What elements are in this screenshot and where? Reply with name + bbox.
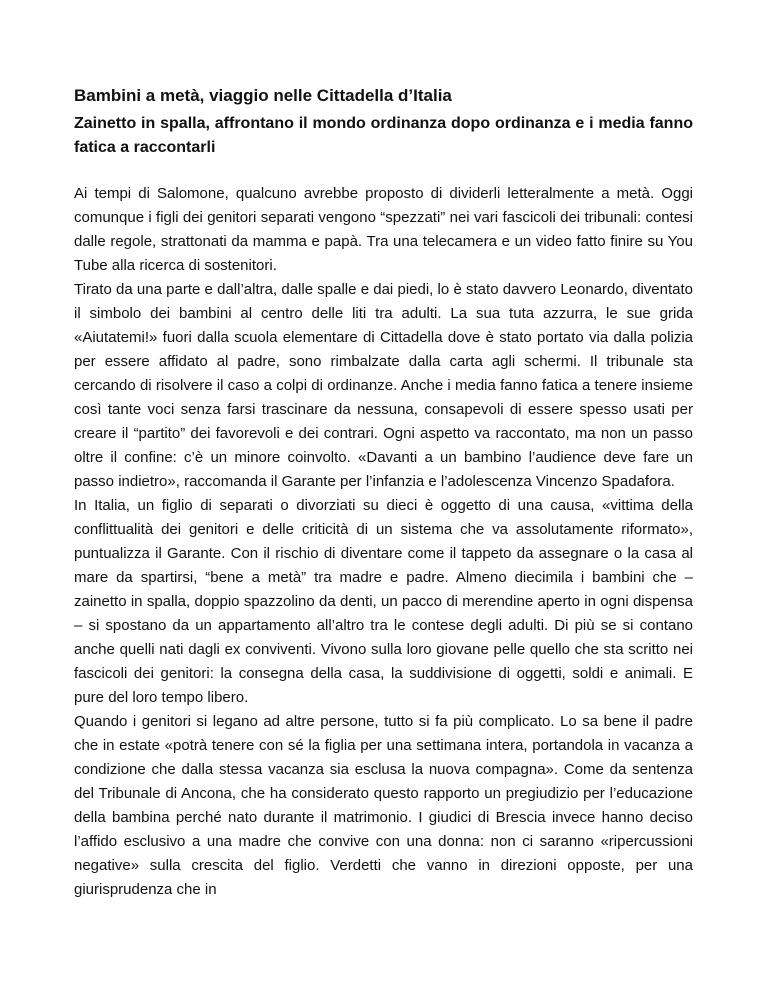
paragraph-4: Quando i genitori si legano ad altre persone, tutto si fa più complicato. Lo sa bene il padre che in estate «potrà tenere con sé la figlia per una settimana intera, portandola in vacanza a condizione che dalla stessa vacanza sia esclusa la nuova compagna». Come da sentenza del Tribunale di Ancona, che ha considerato questo rapporto un pregiudizio per l’educazione della bambina perché nato durante il matrimonio. I giudici di Brescia invece hanno deciso l’affido esclusivo a una madre che convive con una donna: non ci saranno «ripercussioni negative» sulla crescita del figlio. Verdetti che vanno in direzioni opposte, per una giurisprudenza che in	[74, 713, 693, 898]
article-title: Bambini a metà, viaggio nelle Cittadella d’Italia	[74, 86, 452, 105]
article-subtitle: Zainetto in spalla, affrontano il mondo ordinanza dopo ordinanza e i media fanno fatica a raccontarli	[74, 115, 693, 156]
paragraph-1: Ai tempi di Salomone, qualcuno avrebbe proposto di dividerli letteralmente a metà. Oggi comunque i figli dei genitori separati vengono “spezzati” nei vari fascicoli dei tribunali: contesi dalle regole, strattonati da mamma e papà. Tra una telecamera e un video fatto finire su You Tube alla ricerca di sostenitori.	[74, 185, 693, 274]
paragraph-3: In Italia, un figlio di separati o divorziati su dieci è oggetto di una causa, «vittima della conflittualità dei genitori e delle criticità di un sistema che va assolutamente riformato», puntualizza il Garante. Con il rischio di diventare come il tappeto da assegnare o la casa al mare da spartirsi, “bene a metà” tra madre e padre. Almeno diecimila i bambini che – zainetto in spalla, doppio spazzolino da denti, un pacco di merendine aperto in ogni dispensa – si spostano da un appartamento all’altro tra le contese degli adulti. Di più se si contano anche quelli nati dagli ex conviventi. Vivono sulla loro giovane pelle quello che sta scritto nei fascicoli dei genitori: la consegna della casa, la suddivisione di oggetti, soldi e animali. E pure del loro tempo libero.	[74, 497, 693, 706]
paragraph-2: Tirato da una parte e dall’altra, dalle spalle e dai piedi, lo è stato davvero Leonardo, diventato il simbolo dei bambini al centro delle liti tra adulti. La sua tuta azzurra, le sue grida «Aiutatemi!» fuori dalla scuola elementare di Cittadella dove è stato portato via dalla polizia per essere affidato al padre, sono rimbalzate dalla carta agli schermi. Il tribunale sta cercando di risolvere il caso a colpi di ordinanze. Anche i media fanno fatica a tenere insieme così tante voci senza farsi trascinare da nessuna, consapevoli di essere spesso usati per creare il “partito” dei favorevoli e dei contrari. Ogni aspetto va raccontato, ma non un passo oltre il confine: c’è un minore coinvolto. «Davanti a un bambino l’audience deve fare un passo indietro», raccomanda il Garante per l’infanzia e l’adolescenza Vincenzo Spadafora.	[74, 281, 693, 490]
document-page	[74, 84, 693, 902]
